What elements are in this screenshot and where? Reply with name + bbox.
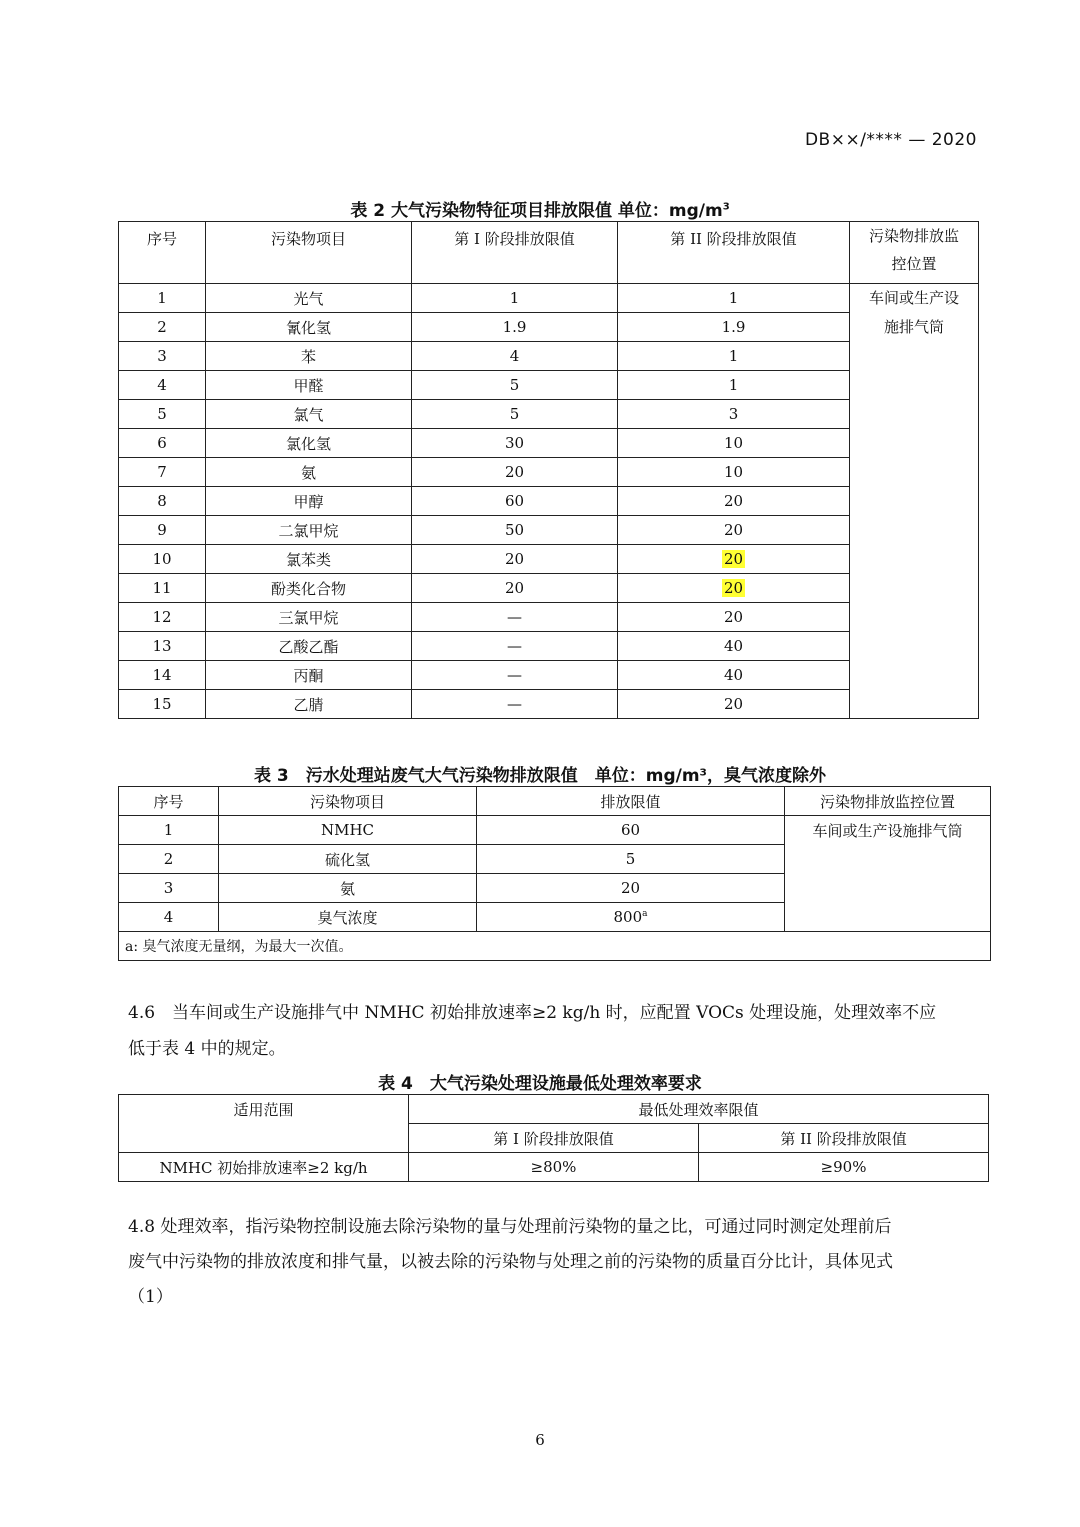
table-cell: 20 — [477, 874, 785, 903]
table-cell: 光气 — [206, 284, 412, 313]
table-cell: 10 — [119, 545, 206, 574]
table4-stage2-header: 第 II 阶段排放限值 — [699, 1124, 989, 1153]
table-cell: 6 — [119, 429, 206, 458]
table-cell: 丙酮 — [206, 661, 412, 690]
table-cell: 12 — [119, 603, 206, 632]
table-cell: 15 — [119, 690, 206, 719]
highlighted-value: 20 — [723, 579, 744, 597]
table4-header-row — [119, 1095, 989, 1124]
table-cell: 1 — [119, 816, 219, 845]
table-cell: 氰化氢 — [206, 313, 412, 342]
table-cell: 5 — [412, 371, 618, 400]
table-cell: 臭气浓度 — [219, 903, 477, 932]
table-cell: — — [412, 603, 618, 632]
table-cell: 1.9 — [412, 313, 618, 342]
table-row — [119, 284, 979, 313]
table3-header-cell: 污染物项目 — [219, 787, 477, 816]
table-cell: 甲醛 — [206, 371, 412, 400]
table-cell: 40 — [618, 661, 850, 690]
table2-header-cell: 污染物项目 — [206, 222, 412, 284]
table-cell: 20 — [618, 603, 850, 632]
table3-caption: 表 3 污水处理站废气大气污染物排放限值 单位：mg/m³，臭气浓度除外 — [254, 766, 826, 786]
table4-stage1-header: 第 I 阶段排放限值 — [409, 1124, 699, 1153]
table3-note: a: 臭气浓度无量纲，为最大一次值。 — [119, 932, 991, 961]
paragraph-4-8: 4.8 处理效率，指污染物控制设施去除污染物的量与处理前污染物的量之比，可通过同时测定处理前后 废气中污染物的排放浓度和排气量，以被去除的污染物与处理之前的污染物的质量百分比计，具体见式 （1） — [128, 1217, 893, 1307]
table-cell: 1 — [412, 284, 618, 313]
table-cell: 40 — [618, 632, 850, 661]
table-cell: 7 — [119, 458, 206, 487]
table-cell: 10 — [618, 429, 850, 458]
table4-caption: 表 4 大气污染处理设施最低处理效率要求 — [378, 1074, 702, 1094]
table2-header-monitor: 污染物排放监 控位置 — [850, 222, 979, 284]
table2-header-row — [119, 222, 979, 284]
table3-header-cell: 排放限值 — [477, 787, 785, 816]
table-cell: NMHC 初始排放速率≥2 kg/h — [119, 1153, 409, 1182]
table3-location: 车间或生产设施排气筒 — [785, 816, 991, 932]
table-cell: 3 — [618, 400, 850, 429]
table-cell: 5 — [119, 400, 206, 429]
table-cell: 二氯甲烷 — [206, 516, 412, 545]
table-cell — [618, 545, 850, 574]
table-cell: 8 — [119, 487, 206, 516]
table-cell: 氨 — [206, 458, 412, 487]
table2-caption: 表 2 大气污染物特征项目排放限值 单位：$mg/m^3$ — [350, 201, 730, 221]
table-cell: 1 — [618, 342, 850, 371]
table-cell: 1 — [119, 284, 206, 313]
table-cell: 5 — [412, 400, 618, 429]
table-cell: 9 — [119, 516, 206, 545]
table-cell: 20 — [618, 487, 850, 516]
table4-scope-header: 适用范围 — [119, 1095, 409, 1153]
paragraph-4-6: 4.6 当车间或生产设施排气中 NMHC 初始排放速率≥2 kg/h 时，应配置 VOCs 处理设施，处理效率不应 低于表 4 中的规定。 — [128, 1003, 937, 1059]
table-cell: 氯苯类 — [206, 545, 412, 574]
table2-location: 车间或生产设 施排气筒 — [850, 284, 979, 719]
table3-header-cell: 序号 — [119, 787, 219, 816]
table3-note-row — [119, 932, 991, 961]
document-id: DB××/**** — 2020 — [804, 130, 977, 150]
table3-header-row — [119, 787, 991, 816]
table-row — [119, 1153, 989, 1182]
table-cell: 氨 — [219, 874, 477, 903]
table3 — [118, 786, 991, 961]
table-cell: 20 — [412, 545, 618, 574]
table-cell: 10 — [618, 458, 850, 487]
table-cell: 4 — [119, 371, 206, 400]
table-cell: 11 — [119, 574, 206, 603]
table-cell — [618, 574, 850, 603]
page-number: 6 — [535, 1431, 545, 1449]
table-cell: — — [412, 661, 618, 690]
table-cell: 1 — [618, 371, 850, 400]
table2 — [118, 221, 979, 719]
table-cell: 酚类化合物 — [206, 574, 412, 603]
table-cell: 3 — [119, 342, 206, 371]
table-cell: 2 — [119, 845, 219, 874]
table-cell: NMHC — [219, 816, 477, 845]
table-cell: 4 — [412, 342, 618, 371]
table2-header-cell: 第 I 阶段排放限值 — [412, 222, 618, 284]
table-cell: 60 — [412, 487, 618, 516]
table-cell: 800$^a$ — [477, 903, 785, 932]
table-cell: ≥80% — [409, 1153, 699, 1182]
table2-header-cell: 序号 — [119, 222, 206, 284]
table-cell: 30 — [412, 429, 618, 458]
table-cell: 60 — [477, 816, 785, 845]
table-cell: 2 — [119, 313, 206, 342]
table4-limit-header: 最低处理效率限值 — [409, 1095, 989, 1124]
table-cell: — — [412, 632, 618, 661]
table-cell: 5 — [477, 845, 785, 874]
table-cell: 乙酸乙酯 — [206, 632, 412, 661]
table-cell: 1.9 — [618, 313, 850, 342]
table-cell: 20 — [412, 458, 618, 487]
highlighted-value: 20 — [723, 550, 744, 568]
table4 — [118, 1094, 989, 1182]
table-cell: 20 — [618, 690, 850, 719]
table-cell: 13 — [119, 632, 206, 661]
table-cell: 14 — [119, 661, 206, 690]
table2-header-cell: 第 II 阶段排放限值 — [618, 222, 850, 284]
table-cell: — — [412, 690, 618, 719]
table-cell: ≥90% — [699, 1153, 989, 1182]
table-cell: 20 — [412, 574, 618, 603]
table-cell: 氯化氢 — [206, 429, 412, 458]
table-cell: 乙腈 — [206, 690, 412, 719]
table-cell: 4 — [119, 903, 219, 932]
table-cell: 氯气 — [206, 400, 412, 429]
table-cell: 50 — [412, 516, 618, 545]
table-row — [119, 816, 991, 845]
table-cell: 硫化氢 — [219, 845, 477, 874]
table-cell: 苯 — [206, 342, 412, 371]
table-cell: 三氯甲烷 — [206, 603, 412, 632]
table-cell: 甲醇 — [206, 487, 412, 516]
table-cell: 20 — [618, 516, 850, 545]
table-cell: 3 — [119, 874, 219, 903]
table3-header-cell: 污染物排放监控位置 — [785, 787, 991, 816]
table-cell: 1 — [618, 284, 850, 313]
